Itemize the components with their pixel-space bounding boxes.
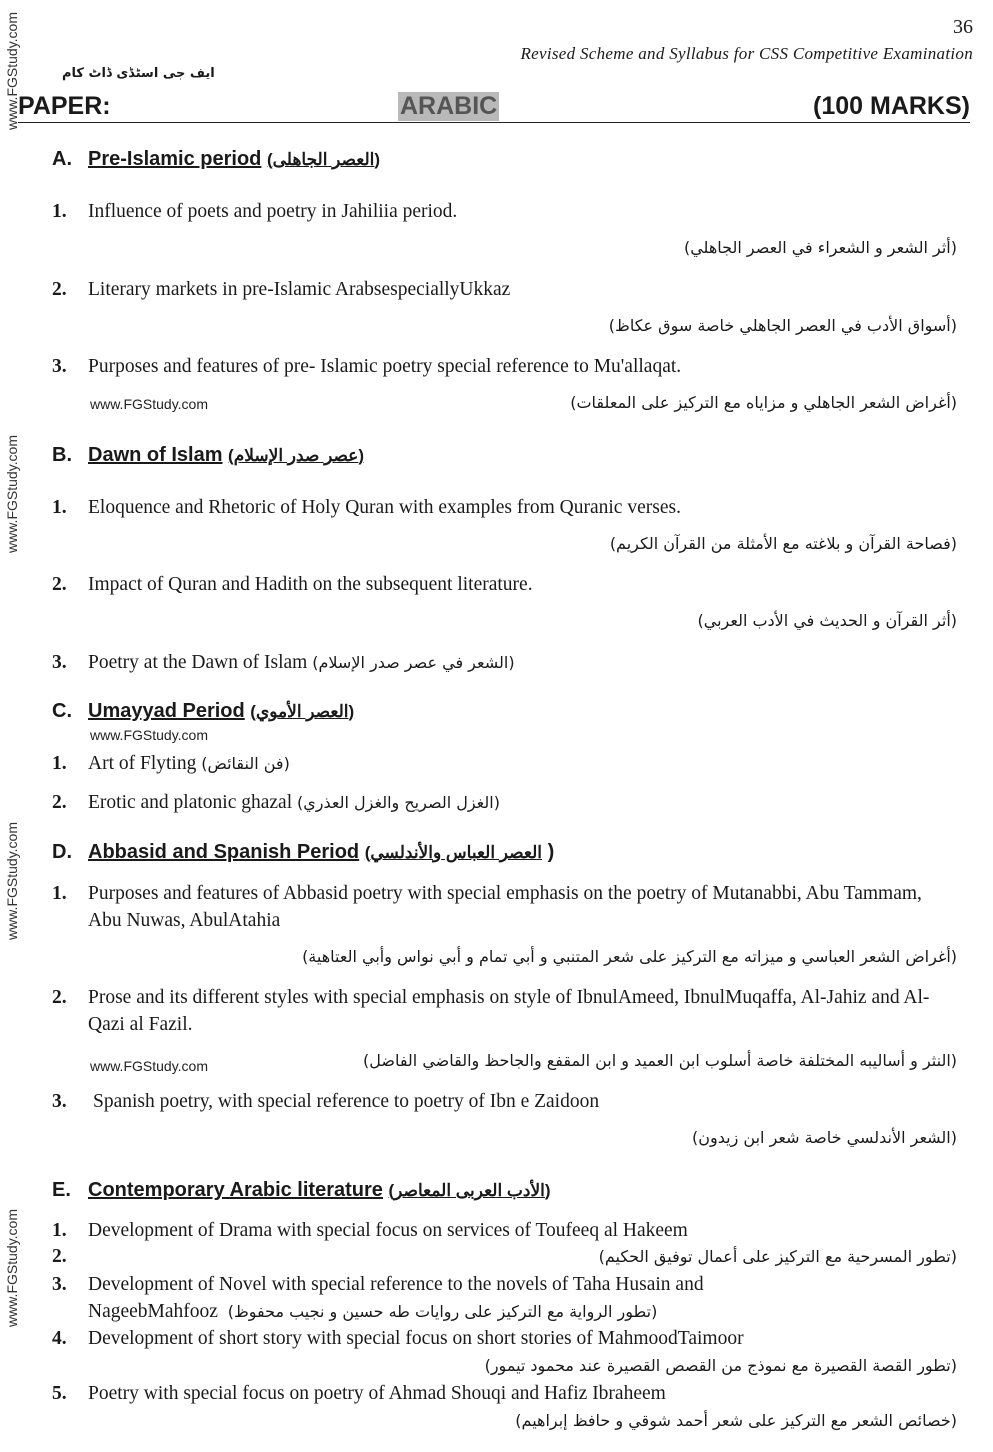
item-number: 3. [52,356,67,377]
syllabus-item [52,1325,957,1379]
section-arabic-title: (العصر الجاهلى) [266,150,381,169]
section-heading-d [52,841,554,864]
item-text: Development of Novel with special reference to the novels of Taha Husain and [88,1274,704,1295]
paper-subject: ARABIC [400,92,498,120]
item-text-line [88,649,957,676]
section-title: Abbasid and Spanish Period [88,841,360,863]
item-arabic: (أغراض الشعر الجاهلي و مزاياه مع التركيز على المعلقات) [570,393,957,412]
side-watermark: www.FGStudy.com [4,12,20,130]
item-number: 2. [52,987,67,1008]
item-arabic: (أسواق الأدب في العصر الجاهلي خاصة سوق عكاظ) [608,316,957,335]
item-arabic: (أثر الشعر و الشعراء في العصر الجاهلي) [683,238,957,257]
section-heading-c [52,700,354,723]
item-text: Eloquence and Rhetoric of Holy Quran with examples from Quranic verses. [88,497,681,518]
page-number: 36 [953,16,973,38]
item-number: 1. [52,753,67,774]
section-title: Dawn of Islam [88,444,223,466]
item-arabic: (النثر و أساليبه المختلفة خاصة أسلوب ابن العميد و ابن المقفع والجاحظ والقاضي الفاضل) [363,1051,957,1070]
item-number: 3. [52,652,67,673]
section-trailing: ) [547,841,555,863]
side-watermark: www.FGStudy.com [4,822,20,940]
syllabus-item [52,1217,957,1244]
item-text: Purposes and features of Abbasid poetry with special emphasis on the poetry of Mutanabbi, Abu Tammam, Abu Nuwas, AbulAtahia [88,883,922,931]
section-title: Pre-Islamic period [88,148,262,170]
item-text: Purposes and features of pre- Islamic poetry special reference to Mu'allaqat. [88,356,682,377]
item-text: Spanish poetry, with special reference to poetry of Ibn e Zaidoon [93,1091,600,1112]
section-arabic-title: (العصر الأموي) [250,702,355,721]
item-text: Prose and its different styles with special emphasis on style of IbnulAmeed, IbnulMuqaffa, Al-Jahiz and Al-Qazi al Fazil. [88,987,930,1035]
section-title: Contemporary Arabic literature [88,1179,383,1201]
item-number: 5. [52,1383,67,1404]
item-text: Influence of poets and poetry in Jahiliia period. [88,201,458,222]
section-title: Umayyad Period [88,700,245,722]
item-number: 2. [52,279,67,300]
item-number: 2. [52,574,67,595]
item-text-line [88,789,957,816]
item-number: 2. [52,792,67,813]
item-number: 3. [52,1091,67,1112]
section-letter: A. [52,148,72,170]
item-arabic: (تطور المسرحية مع التركيز على أعمال توفيق الحكيم) [598,1247,957,1266]
syllabus-item [52,750,957,777]
item-text: Art of Flyting [88,753,197,774]
item-arabic: (خصائص الشعر مع التركيز على شعر أحمد شوقي و حافظ إبراهيم) [515,1411,957,1430]
paper-header [18,92,970,123]
section-arabic-title: (العصر العباس والأندلسي [364,843,543,862]
syllabus-item [52,1271,957,1325]
syllabus-item [52,649,957,676]
item-number: 3. [52,1274,67,1295]
syllabus-item [52,880,957,970]
item-arabic: (الشعر الأندلسي خاصة شعر ابن زيدون) [692,1128,957,1147]
item-text: Poetry at the Dawn of Islam [88,652,308,673]
item-arabic: (تطور الرواية مع التركيز على روايات طه حسين و نجيب محفوظ) [227,1302,658,1321]
inline-watermark: www.FGStudy.com [90,396,208,412]
section-arabic-title: (الأدب العربى المعاصر) [388,1181,551,1200]
item-arabic: (فصاحة القرآن و بلاغته مع الأمثلة من القرآن الكريم) [609,534,957,553]
syllabus-item [52,494,957,557]
item-arabic: (الغزل الصريح والغزل العذري) [297,793,500,812]
item-number: 4. [52,1328,67,1349]
syllabus-item [52,198,957,261]
section-letter: E. [52,1179,71,1201]
side-watermark: www.FGStudy.com [4,435,20,553]
item-number: 1. [52,201,67,222]
section-heading-a [52,148,380,171]
syllabus-item [52,276,957,339]
item-arabic: (فن النقائض) [201,754,290,773]
item-arabic: (أغراض الشعر العباسي و ميزاته مع التركيز على شعر المتنبي و أبي تمام و أبي نواس وأبي العتاهية) [302,947,957,966]
section-letter: D. [52,841,72,863]
item-number: 1. [52,497,67,518]
item-number: 2. [52,1246,67,1267]
item-number: 1. [52,883,67,904]
item-text-continued: NageebMahfooz [88,1301,218,1322]
section-letter: C. [52,700,72,722]
syllabus-item [52,1243,957,1270]
item-text: Literary markets in pre-Islamic ArabsespeciallyUkkaz [88,279,511,300]
section-letter: B. [52,444,72,466]
item-text: Erotic and platonic ghazal [88,792,293,813]
side-watermark: www.FGStudy.com [4,1209,20,1327]
item-text-line [88,1298,957,1325]
paper-label: PAPER: [18,92,111,120]
running-header: Revised Scheme and Syllabus for CSS Competitive Examination [520,44,973,63]
item-arabic: (تطور القصة القصيرة مع نموذج من القصص القصيرة عند محمود تيمور) [484,1356,957,1375]
item-text: Development of Drama with special focus on services of Toufeeq al Hakeem [88,1220,688,1241]
item-number: 1. [52,1220,67,1241]
section-heading-e [52,1179,551,1202]
syllabus-item [52,571,957,634]
item-text-line [88,750,957,777]
item-text: Development of short story with special focus on short stories of MahmoodTaimoor [88,1328,744,1349]
inline-watermark: www.FGStudy.com [90,1058,208,1074]
inline-watermark: www.FGStudy.com [90,727,208,743]
section-arabic-title: (عصر صدر الإسلام) [228,446,365,465]
item-text: Impact of Quran and Hadith on the subsequent literature. [88,574,533,595]
item-arabic: (الشعر في عصر صدر الإسلام) [312,653,515,672]
item-arabic: (أثر القرآن و الحديث في الأدب العربي) [697,611,957,630]
syllabus-item [52,789,957,816]
syllabus-item [52,1088,957,1151]
item-text: Poetry with special focus on poetry of Ahmad Shouqi and Hafiz Ibraheem [88,1383,666,1404]
urdu-site-name: ایف جی اسٹڈی ڈاٹ کام [62,66,215,81]
syllabus-item [52,1380,957,1434]
section-heading-b [52,444,364,467]
paper-marks: (100 MARKS) [813,92,970,120]
